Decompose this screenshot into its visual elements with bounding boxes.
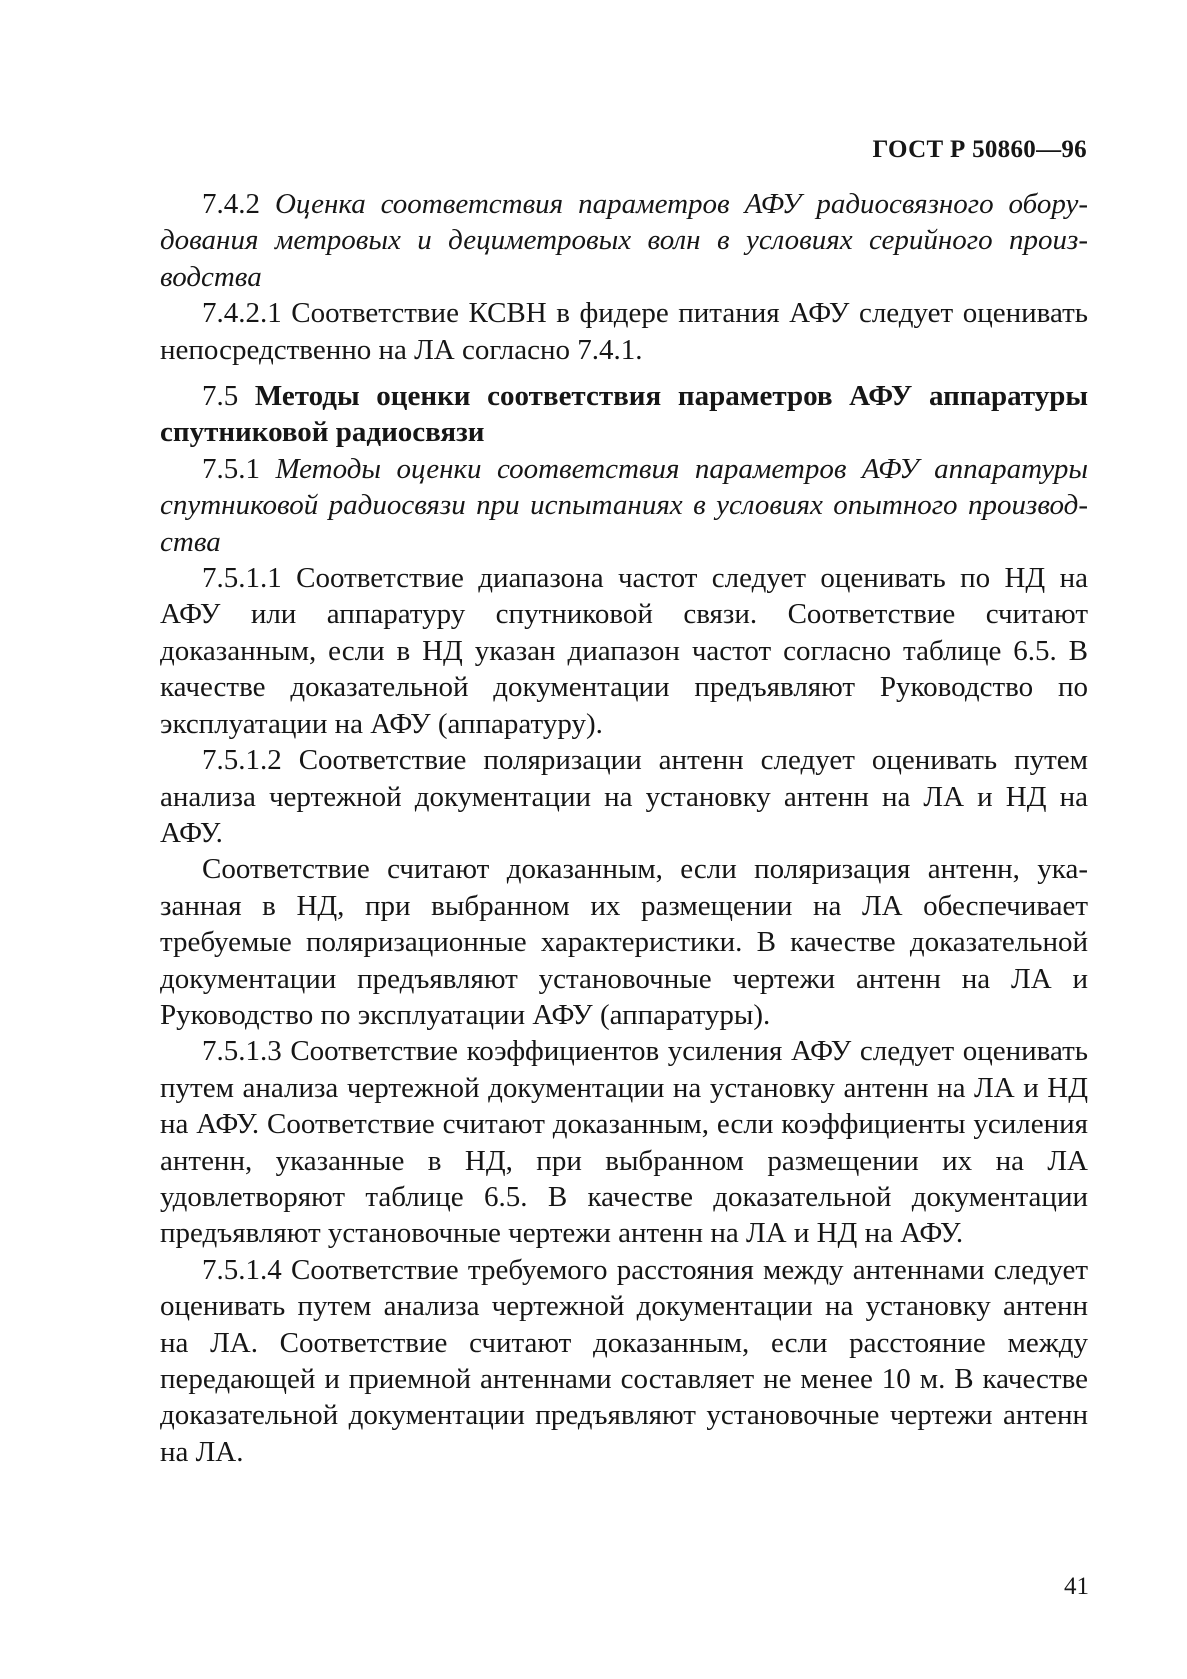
clause-7-5-1-2: 7.5.1.2 Соответствие поляризации антенн следует оценивать путем анализа чертежной документации на установку антенн на ЛА и НД на АФУ. (160, 744, 1088, 849)
clause-7-5 (160, 378, 1088, 451)
clause-title: Методы оценки соответствия параметров АФУ аппаратуры спутниковой радиосвязи (160, 380, 1088, 449)
clause-7-5-1-4: 7.5.1.4 Соответствие требуемого расстояния между антеннами следует оценивать путем анализа чертежной документации на установку антенн на ЛА. Соответствие считают доказанным, если расстояние между передающей и приемной антеннами составляет не менее 10 м. В качестве доказательной документации предъявляют установочные чертежи антенн на ЛА. (160, 1253, 1088, 1468)
document-body (160, 186, 1088, 1470)
clause-7-5-1-2-continuation: Соответствие считают доказанным, если поляризация антенн, указанная в НД, при выбранном их размещении на ЛА обеспечивает требуемые поляризационные характеристики. В качестве доказательной документации предъявляют установочные чертежи антенн на ЛА и Руководство по эксплуатации АФУ (аппаратуры). (160, 853, 1088, 1031)
clause-number: 7.5 (202, 380, 255, 413)
clause-title: Оценка соответствия параметров АФУ радиосвязного оборудования метровых и дециметровых волн в условиях серийного производства (160, 188, 1089, 293)
clause-number: 7.4.2 (202, 188, 275, 220)
clause-7-4-2 (160, 186, 1088, 295)
page-number: 41 (1064, 1573, 1089, 1600)
clause-title: Методы оценки соответствия параметров АФУ аппаратуры спутниковой радиосвязи при испытаниях в условиях опытного производства (160, 452, 1088, 558)
clause-number: 7.5.1 (202, 452, 276, 485)
clause-7-5-1-3: 7.5.1.3 Соответствие коэффициентов усиления АФУ следует оценивать путем анализа чертежной документации на установку антенн на ЛА и НД на АФУ. Соответствие считают доказанным, если коэффициенты усиления антенн, указанные в НД, при выбранном размещении их на ЛА удовлетворяют таблице 6.5. В качестве доказательной документации предъявляют установочные чертежи антенн на ЛА и НД на АФУ. (160, 1035, 1088, 1250)
clause-7-4-2-1: 7.4.2.1 Соответствие КСВН в фидере питания АФУ следует оценивать непосредственно на ЛА согласно 7.4.1. (160, 297, 1088, 366)
clause-7-5-1-1: 7.5.1.1 Соответствие диапазона частот следует оценивать по НД на АФУ или аппаратуру спутниковой связи. Соответствие считают доказанным, если в НД указан диапазон частот согласно таблице 6.5. В качестве доказательной документации предъявляют Руководство по эксплуатации на АФУ (аппаратуру). (160, 562, 1088, 740)
document-code-header: ГОСТ Р 50860—96 (872, 136, 1087, 163)
clause-7-5-1 (160, 451, 1088, 560)
